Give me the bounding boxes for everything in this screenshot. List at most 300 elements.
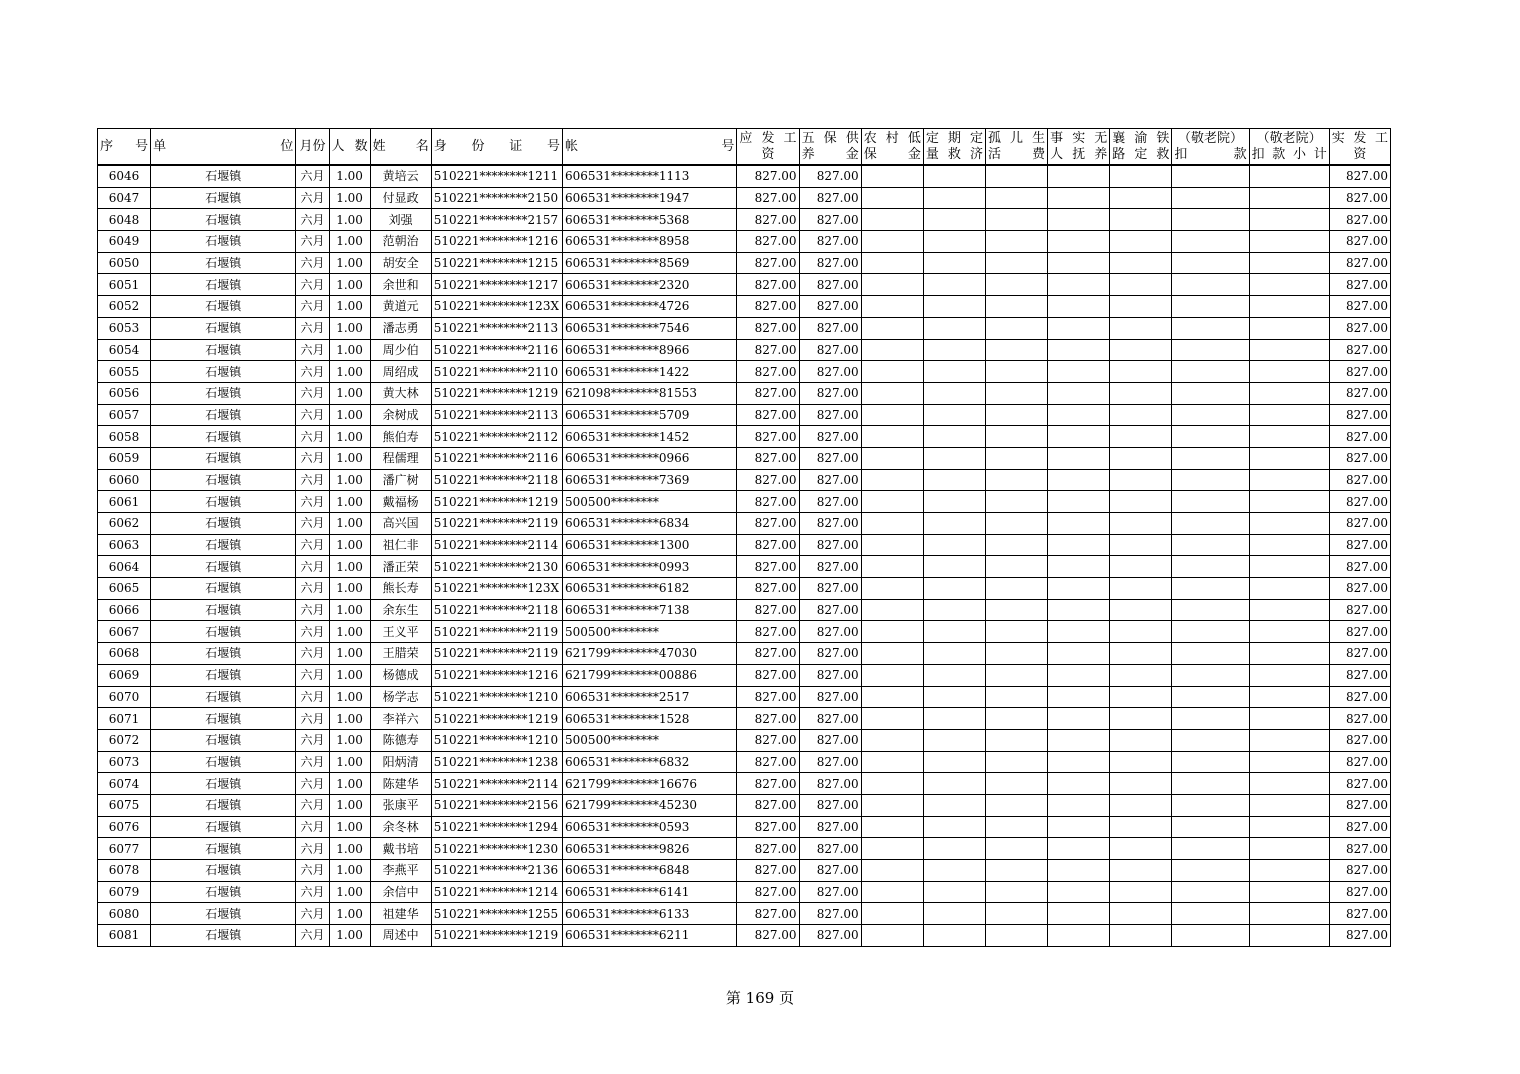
cell-nongcun xyxy=(861,729,923,751)
cell-persons: 1.00 xyxy=(329,274,370,296)
cell-name: 熊伯寿 xyxy=(370,426,431,448)
cell-id-number: 510221********1215 xyxy=(431,252,562,274)
cell-guer xyxy=(985,513,1047,535)
cell-persons: 1.00 xyxy=(329,469,370,491)
header-jinglao-line2: 扣 款 xyxy=(1174,146,1247,162)
cell-dingqi xyxy=(923,925,985,947)
cell-should-pay: 827.00 xyxy=(737,165,799,187)
cell-should-pay: 827.00 xyxy=(737,231,799,253)
cell-xiangyu xyxy=(1110,274,1172,296)
cell-persons: 1.00 xyxy=(329,773,370,795)
header-seq: 序 号 xyxy=(98,129,151,166)
cell-month: 六月 xyxy=(296,773,329,795)
cell-jinglao-subtotal xyxy=(1249,794,1329,816)
cell-seq: 6078 xyxy=(98,860,151,882)
cell-jinglao-subtotal xyxy=(1249,599,1329,621)
cell-wubao: 827.00 xyxy=(799,686,861,708)
cell-jinglao xyxy=(1172,296,1249,318)
cell-shishi xyxy=(1048,708,1110,730)
cell-shishi xyxy=(1048,643,1110,665)
cell-shishi xyxy=(1048,838,1110,860)
header-nongcun-line1: 农 村 低 xyxy=(863,130,921,146)
cell-account: 606531********2517 xyxy=(563,686,737,708)
cell-actual-pay: 827.00 xyxy=(1329,469,1390,491)
table-row xyxy=(98,426,1391,448)
cell-actual-pay: 827.00 xyxy=(1329,361,1390,383)
cell-seq: 6077 xyxy=(98,838,151,860)
cell-nongcun xyxy=(861,686,923,708)
cell-should-pay: 827.00 xyxy=(737,816,799,838)
cell-jinglao-subtotal xyxy=(1249,426,1329,448)
cell-jinglao xyxy=(1172,816,1249,838)
cell-nongcun xyxy=(861,578,923,600)
cell-account: 500500******** xyxy=(563,729,737,751)
cell-unit: 石堰镇 xyxy=(151,361,296,383)
cell-account: 621799********45230 xyxy=(563,794,737,816)
cell-wubao: 827.00 xyxy=(799,664,861,686)
cell-month: 六月 xyxy=(296,903,329,925)
cell-account: 606531********1528 xyxy=(563,708,737,730)
cell-dingqi xyxy=(923,447,985,469)
cell-actual-pay: 827.00 xyxy=(1329,773,1390,795)
cell-jinglao xyxy=(1172,209,1249,231)
cell-shishi xyxy=(1048,231,1110,253)
cell-id-number: 510221********2112 xyxy=(431,426,562,448)
cell-id-number: 510221********2118 xyxy=(431,599,562,621)
cell-wubao: 827.00 xyxy=(799,708,861,730)
cell-unit: 石堰镇 xyxy=(151,794,296,816)
cell-wubao: 827.00 xyxy=(799,534,861,556)
header-should-pay-line2: 资 xyxy=(761,146,775,162)
cell-should-pay: 827.00 xyxy=(737,686,799,708)
cell-account: 606531********5709 xyxy=(563,404,737,426)
cell-jinglao xyxy=(1172,664,1249,686)
cell-wubao: 827.00 xyxy=(799,925,861,947)
cell-guer xyxy=(985,187,1047,209)
cell-seq: 6047 xyxy=(98,187,151,209)
cell-should-pay: 827.00 xyxy=(737,187,799,209)
cell-name: 杨德成 xyxy=(370,664,431,686)
cell-shishi xyxy=(1048,729,1110,751)
cell-persons: 1.00 xyxy=(329,491,370,513)
cell-name: 王腊荣 xyxy=(370,643,431,665)
cell-name: 陈建华 xyxy=(370,773,431,795)
cell-nongcun xyxy=(861,187,923,209)
cell-should-pay: 827.00 xyxy=(737,317,799,339)
cell-account: 621799********47030 xyxy=(563,643,737,665)
cell-guer xyxy=(985,664,1047,686)
cell-actual-pay: 827.00 xyxy=(1329,339,1390,361)
table-row xyxy=(98,252,1391,274)
cell-month: 六月 xyxy=(296,534,329,556)
cell-name: 祖建华 xyxy=(370,903,431,925)
cell-dingqi xyxy=(923,469,985,491)
cell-should-pay: 827.00 xyxy=(737,556,799,578)
cell-id-number: 510221********2119 xyxy=(431,643,562,665)
cell-month: 六月 xyxy=(296,491,329,513)
cell-name: 熊长寿 xyxy=(370,578,431,600)
cell-actual-pay: 827.00 xyxy=(1329,599,1390,621)
cell-shishi xyxy=(1048,621,1110,643)
cell-month: 六月 xyxy=(296,599,329,621)
cell-dingqi xyxy=(923,534,985,556)
cell-seq: 6048 xyxy=(98,209,151,231)
cell-seq: 6052 xyxy=(98,296,151,318)
cell-dingqi xyxy=(923,296,985,318)
cell-unit: 石堰镇 xyxy=(151,578,296,600)
cell-id-number: 510221********1219 xyxy=(431,925,562,947)
cell-seq: 6061 xyxy=(98,491,151,513)
cell-actual-pay: 827.00 xyxy=(1329,513,1390,535)
cell-account: 606531********8569 xyxy=(563,252,737,274)
cell-account: 606531********9826 xyxy=(563,838,737,860)
cell-shishi xyxy=(1048,165,1110,187)
cell-jinglao-subtotal xyxy=(1249,838,1329,860)
cell-xiangyu xyxy=(1110,317,1172,339)
cell-seq: 6080 xyxy=(98,903,151,925)
cell-month: 六月 xyxy=(296,339,329,361)
cell-dingqi xyxy=(923,513,985,535)
cell-seq: 6069 xyxy=(98,664,151,686)
cell-nongcun xyxy=(861,165,923,187)
cell-dingqi xyxy=(923,751,985,773)
cell-nongcun xyxy=(861,643,923,665)
cell-actual-pay: 827.00 xyxy=(1329,794,1390,816)
cell-actual-pay: 827.00 xyxy=(1329,686,1390,708)
cell-guer xyxy=(985,816,1047,838)
table-row xyxy=(98,187,1391,209)
header-xiangyu xyxy=(1110,129,1172,166)
cell-actual-pay: 827.00 xyxy=(1329,903,1390,925)
cell-id-number: 510221********2119 xyxy=(431,513,562,535)
cell-account: 606531********1452 xyxy=(563,426,737,448)
cell-month: 六月 xyxy=(296,578,329,600)
cell-xiangyu xyxy=(1110,729,1172,751)
cell-xiangyu xyxy=(1110,361,1172,383)
cell-jinglao xyxy=(1172,426,1249,448)
cell-should-pay: 827.00 xyxy=(737,296,799,318)
cell-dingqi xyxy=(923,664,985,686)
table-row xyxy=(98,599,1391,621)
cell-jinglao-subtotal xyxy=(1249,296,1329,318)
header-xiangyu-line2: 路 定 救 xyxy=(1112,146,1170,162)
cell-xiangyu xyxy=(1110,534,1172,556)
cell-account: 606531********8958 xyxy=(563,231,737,253)
table-row xyxy=(98,513,1391,535)
cell-jinglao xyxy=(1172,751,1249,773)
cell-name: 周述中 xyxy=(370,925,431,947)
cell-persons: 1.00 xyxy=(329,860,370,882)
cell-name: 祖仁非 xyxy=(370,534,431,556)
cell-seq: 6056 xyxy=(98,382,151,404)
cell-persons: 1.00 xyxy=(329,729,370,751)
cell-seq: 6072 xyxy=(98,729,151,751)
cell-nongcun xyxy=(861,317,923,339)
cell-nongcun xyxy=(861,513,923,535)
header-jinglao-subtotal-line1: （敬老院） xyxy=(1256,130,1322,146)
cell-xiangyu xyxy=(1110,860,1172,882)
cell-nongcun xyxy=(861,903,923,925)
cell-jinglao xyxy=(1172,925,1249,947)
cell-xiangyu xyxy=(1110,513,1172,535)
cell-unit: 石堰镇 xyxy=(151,469,296,491)
cell-nongcun xyxy=(861,708,923,730)
cell-xiangyu xyxy=(1110,903,1172,925)
cell-unit: 石堰镇 xyxy=(151,686,296,708)
cell-guer xyxy=(985,621,1047,643)
cell-xiangyu xyxy=(1110,382,1172,404)
cell-nongcun xyxy=(861,426,923,448)
cell-persons: 1.00 xyxy=(329,708,370,730)
cell-jinglao-subtotal xyxy=(1249,708,1329,730)
cell-id-number: 510221********2116 xyxy=(431,339,562,361)
cell-persons: 1.00 xyxy=(329,556,370,578)
cell-account: 606531********6832 xyxy=(563,751,737,773)
header-shishi-line1: 事 实 无 xyxy=(1050,130,1108,146)
cell-nongcun xyxy=(861,773,923,795)
cell-wubao: 827.00 xyxy=(799,165,861,187)
table-row xyxy=(98,534,1391,556)
cell-seq: 6051 xyxy=(98,274,151,296)
cell-actual-pay: 827.00 xyxy=(1329,751,1390,773)
cell-jinglao-subtotal xyxy=(1249,578,1329,600)
cell-shishi xyxy=(1048,317,1110,339)
header-wubao-line2: 养 金 xyxy=(801,146,859,162)
cell-should-pay: 827.00 xyxy=(737,578,799,600)
cell-guer xyxy=(985,296,1047,318)
cell-wubao: 827.00 xyxy=(799,361,861,383)
cell-persons: 1.00 xyxy=(329,426,370,448)
cell-shishi xyxy=(1048,274,1110,296)
cell-guer xyxy=(985,794,1047,816)
cell-shishi xyxy=(1048,881,1110,903)
cell-jinglao-subtotal xyxy=(1249,339,1329,361)
cell-dingqi xyxy=(923,686,985,708)
cell-should-pay: 827.00 xyxy=(737,599,799,621)
cell-guer xyxy=(985,925,1047,947)
cell-xiangyu xyxy=(1110,751,1172,773)
cell-nongcun xyxy=(861,274,923,296)
cell-seq: 6062 xyxy=(98,513,151,535)
cell-unit: 石堰镇 xyxy=(151,209,296,231)
table-row xyxy=(98,274,1391,296)
cell-shishi xyxy=(1048,187,1110,209)
cell-seq: 6060 xyxy=(98,469,151,491)
cell-name: 潘正荣 xyxy=(370,556,431,578)
cell-month: 六月 xyxy=(296,447,329,469)
cell-wubao: 827.00 xyxy=(799,860,861,882)
cell-persons: 1.00 xyxy=(329,838,370,860)
cell-id-number: 510221********2118 xyxy=(431,469,562,491)
cell-xiangyu xyxy=(1110,664,1172,686)
cell-should-pay: 827.00 xyxy=(737,252,799,274)
cell-unit: 石堰镇 xyxy=(151,556,296,578)
cell-should-pay: 827.00 xyxy=(737,860,799,882)
cell-unit: 石堰镇 xyxy=(151,404,296,426)
header-jinglao xyxy=(1172,129,1249,166)
cell-actual-pay: 827.00 xyxy=(1329,447,1390,469)
table-row xyxy=(98,621,1391,643)
cell-should-pay: 827.00 xyxy=(737,339,799,361)
cell-guer xyxy=(985,556,1047,578)
cell-actual-pay: 827.00 xyxy=(1329,165,1390,187)
cell-dingqi xyxy=(923,491,985,513)
cell-jinglao-subtotal xyxy=(1249,209,1329,231)
cell-seq: 6073 xyxy=(98,751,151,773)
cell-shishi xyxy=(1048,252,1110,274)
cell-unit: 石堰镇 xyxy=(151,447,296,469)
cell-month: 六月 xyxy=(296,382,329,404)
cell-actual-pay: 827.00 xyxy=(1329,426,1390,448)
cell-nongcun xyxy=(861,925,923,947)
cell-should-pay: 827.00 xyxy=(737,903,799,925)
cell-should-pay: 827.00 xyxy=(737,751,799,773)
header-actual-pay-line2: 资 xyxy=(1353,146,1367,162)
table-row xyxy=(98,491,1391,513)
cell-seq: 6076 xyxy=(98,816,151,838)
cell-account: 621799********16676 xyxy=(563,773,737,795)
cell-wubao: 827.00 xyxy=(799,382,861,404)
cell-dingqi xyxy=(923,426,985,448)
cell-guer xyxy=(985,447,1047,469)
cell-unit: 石堰镇 xyxy=(151,816,296,838)
cell-persons: 1.00 xyxy=(329,296,370,318)
cell-xiangyu xyxy=(1110,794,1172,816)
cell-unit: 石堰镇 xyxy=(151,838,296,860)
header-shishi xyxy=(1048,129,1110,166)
cell-xiangyu xyxy=(1110,881,1172,903)
cell-should-pay: 827.00 xyxy=(737,209,799,231)
cell-seq: 6068 xyxy=(98,643,151,665)
cell-xiangyu xyxy=(1110,426,1172,448)
cell-seq: 6054 xyxy=(98,339,151,361)
cell-dingqi xyxy=(923,252,985,274)
cell-nongcun xyxy=(861,491,923,513)
cell-shishi xyxy=(1048,794,1110,816)
cell-id-number: 510221********1294 xyxy=(431,816,562,838)
cell-jinglao xyxy=(1172,317,1249,339)
cell-dingqi xyxy=(923,599,985,621)
cell-account: 621098********81553 xyxy=(563,382,737,404)
cell-account: 606531********0966 xyxy=(563,447,737,469)
table-row xyxy=(98,773,1391,795)
cell-jinglao-subtotal xyxy=(1249,231,1329,253)
cell-wubao: 827.00 xyxy=(799,274,861,296)
table-row xyxy=(98,925,1391,947)
cell-account: 621799********00886 xyxy=(563,664,737,686)
cell-dingqi xyxy=(923,339,985,361)
cell-nongcun xyxy=(861,361,923,383)
cell-actual-pay: 827.00 xyxy=(1329,404,1390,426)
cell-month: 六月 xyxy=(296,469,329,491)
cell-jinglao xyxy=(1172,252,1249,274)
cell-shishi xyxy=(1048,513,1110,535)
cell-jinglao-subtotal xyxy=(1249,729,1329,751)
table-row xyxy=(98,296,1391,318)
cell-account: 606531********6182 xyxy=(563,578,737,600)
cell-month: 六月 xyxy=(296,686,329,708)
cell-wubao: 827.00 xyxy=(799,231,861,253)
cell-persons: 1.00 xyxy=(329,361,370,383)
cell-unit: 石堰镇 xyxy=(151,773,296,795)
cell-persons: 1.00 xyxy=(329,165,370,187)
cell-wubao: 827.00 xyxy=(799,578,861,600)
cell-actual-pay: 827.00 xyxy=(1329,881,1390,903)
cell-id-number: 510221********2150 xyxy=(431,187,562,209)
cell-shishi xyxy=(1048,491,1110,513)
cell-guer xyxy=(985,252,1047,274)
cell-xiangyu xyxy=(1110,187,1172,209)
cell-shishi xyxy=(1048,209,1110,231)
cell-name: 王义平 xyxy=(370,621,431,643)
header-wubao-line1: 五 保 供 xyxy=(801,130,859,146)
cell-unit: 石堰镇 xyxy=(151,860,296,882)
cell-persons: 1.00 xyxy=(329,404,370,426)
cell-wubao: 827.00 xyxy=(799,404,861,426)
cell-persons: 1.00 xyxy=(329,664,370,686)
cell-unit: 石堰镇 xyxy=(151,708,296,730)
cell-jinglao xyxy=(1172,231,1249,253)
cell-jinglao-subtotal xyxy=(1249,317,1329,339)
cell-id-number: 510221********2157 xyxy=(431,209,562,231)
cell-actual-pay: 827.00 xyxy=(1329,491,1390,513)
cell-unit: 石堰镇 xyxy=(151,317,296,339)
cell-xiangyu xyxy=(1110,339,1172,361)
cell-name: 陈德寿 xyxy=(370,729,431,751)
cell-nongcun xyxy=(861,296,923,318)
cell-actual-pay: 827.00 xyxy=(1329,231,1390,253)
header-jinglao-subtotal-line2: 扣 款 小 计 xyxy=(1251,146,1327,162)
cell-unit: 石堰镇 xyxy=(151,274,296,296)
cell-account: 606531********1300 xyxy=(563,534,737,556)
header-guer-line2: 活 费 xyxy=(987,146,1046,162)
cell-name: 余树成 xyxy=(370,404,431,426)
cell-id-number: 510221********2130 xyxy=(431,556,562,578)
cell-month: 六月 xyxy=(296,404,329,426)
cell-guer xyxy=(985,881,1047,903)
cell-nongcun xyxy=(861,794,923,816)
header-guer-line1: 孤 儿 生 xyxy=(987,130,1046,146)
cell-seq: 6065 xyxy=(98,578,151,600)
cell-account: 606531********5368 xyxy=(563,209,737,231)
cell-persons: 1.00 xyxy=(329,903,370,925)
cell-month: 六月 xyxy=(296,296,329,318)
cell-jinglao-subtotal xyxy=(1249,686,1329,708)
cell-guer xyxy=(985,339,1047,361)
cell-jinglao-subtotal xyxy=(1249,404,1329,426)
cell-actual-pay: 827.00 xyxy=(1329,382,1390,404)
cell-jinglao-subtotal xyxy=(1249,664,1329,686)
cell-wubao: 827.00 xyxy=(799,339,861,361)
cell-should-pay: 827.00 xyxy=(737,382,799,404)
cell-unit: 石堰镇 xyxy=(151,534,296,556)
cell-guer xyxy=(985,361,1047,383)
cell-xiangyu xyxy=(1110,165,1172,187)
cell-name: 周绍成 xyxy=(370,361,431,383)
header-should-pay xyxy=(737,129,799,166)
table-row xyxy=(98,881,1391,903)
cell-jinglao xyxy=(1172,491,1249,513)
cell-jinglao xyxy=(1172,339,1249,361)
cell-wubao: 827.00 xyxy=(799,187,861,209)
cell-name: 付显政 xyxy=(370,187,431,209)
cell-guer xyxy=(985,426,1047,448)
cell-wubao: 827.00 xyxy=(799,881,861,903)
cell-shishi xyxy=(1048,339,1110,361)
cell-name: 张康平 xyxy=(370,794,431,816)
cell-name: 余世和 xyxy=(370,274,431,296)
cell-dingqi xyxy=(923,361,985,383)
